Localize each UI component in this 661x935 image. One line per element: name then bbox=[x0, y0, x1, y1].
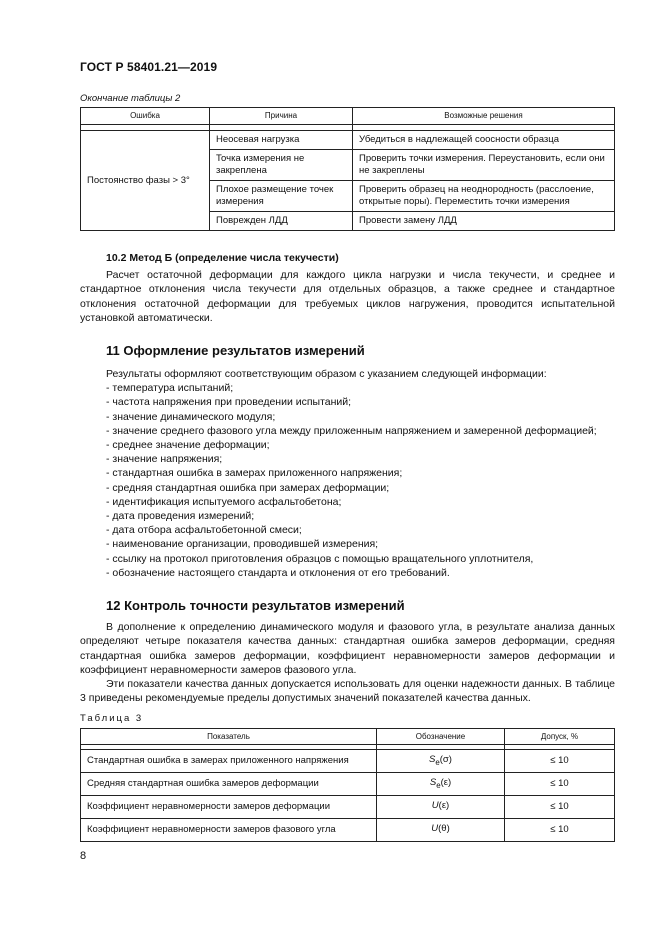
symbol-argument: (ε) bbox=[438, 799, 450, 811]
symbol-subscript: e bbox=[436, 780, 441, 790]
table2-solution-cell: Убедиться в надлежащей соосности образца bbox=[353, 131, 615, 150]
table3-header-symbol: Обозначение bbox=[377, 729, 505, 745]
table2-header-row bbox=[81, 108, 615, 125]
paragraph: В дополнение к определению динамического модуля и фазового угла, в результате анализа данных определяют четыре показателя качества данных: стандартная ошибка замеров деформации, средняя стандартная ошибка замеров деформации, коэффициент неравномерности замеров деформации и коэффициент неравномерности замеров фазового угла. bbox=[80, 621, 615, 676]
table3-caption: Таблица 3 bbox=[80, 713, 144, 724]
table2-solution-cell: Проверить образец на неоднородность (расслоение, открытые поры). Переместить точки измерения bbox=[353, 181, 615, 212]
table3-tolerance-cell: ≤ 10 bbox=[505, 750, 615, 773]
table3-indicator-cell: Коэффициент неравномерности замеров фазового угла bbox=[81, 818, 377, 841]
table-row bbox=[81, 131, 615, 150]
table-row bbox=[81, 750, 615, 773]
list-item: - температура испытаний; bbox=[106, 382, 234, 395]
table2-cause-cell: Точка измерения не закреплена bbox=[210, 150, 353, 181]
section-11-heading: 11 Оформление результатов измерений bbox=[106, 343, 365, 358]
paragraph: Расчет остаточной деформации для каждого цикла нагрузки и числа текучести, и среднее и стандартное отклонения числа текучести для отдельных образцов, а также среднее и стандартное отклонения остаточной деформации для требуемых циклов нагружения, проводится испытательной установкой автоматически. bbox=[80, 269, 615, 324]
list-item: - наименование организации, проводившей измерения; bbox=[106, 538, 379, 551]
table-3 bbox=[80, 728, 615, 842]
list-item: - дата отбора асфальтобетонной смеси; bbox=[106, 524, 302, 537]
table3-header-row bbox=[81, 729, 615, 745]
symbol: S bbox=[429, 776, 437, 788]
table3-indicator-cell: Стандартная ошибка в замерах приложенного напряжения bbox=[81, 750, 377, 773]
table2-cause-cell: Поврежден ЛДД bbox=[210, 212, 353, 231]
table2-cause-cell: Неосевая нагрузка bbox=[210, 131, 353, 150]
table3-tolerance-cell: ≤ 10 bbox=[505, 772, 615, 795]
table2-error-cell: Постоянство фазы > 3° bbox=[81, 131, 210, 231]
list-item: - ссылку на протокол приготовления образцов с помощью вращательного уплотнителя, bbox=[106, 552, 534, 565]
symbol: U bbox=[431, 822, 439, 834]
table3-symbol-cell bbox=[377, 795, 505, 818]
list-item: - идентификация испытуемого асфальтобетона; bbox=[106, 495, 342, 508]
symbol-argument: (ε) bbox=[440, 776, 452, 788]
document-header: ГОСТ Р 58401.21—2019 bbox=[80, 60, 218, 74]
table3-tolerance-cell: ≤ 10 bbox=[505, 818, 615, 841]
table2-caption: Окончание таблицы 2 bbox=[80, 93, 181, 104]
table3-header-indicator: Показатель bbox=[81, 729, 377, 745]
list-item: - средняя стандартная ошибка при замерах деформации; bbox=[106, 481, 390, 494]
table2-solution-cell: Проверить точки измерения. Переустановить, если они не закреплены bbox=[353, 150, 615, 181]
table3-tolerance-cell: ≤ 10 bbox=[505, 795, 615, 818]
table-row bbox=[81, 772, 615, 795]
list-item: - стандартная ошибка в замерах приложенного напряжения; bbox=[106, 467, 403, 480]
section-12-text bbox=[80, 620, 615, 706]
table2-solution-cell: Провести замену ЛДД bbox=[353, 212, 615, 231]
symbol: S bbox=[429, 754, 436, 765]
table-row bbox=[81, 795, 615, 818]
list-item: - обозначение настоящего стандарта и отклонения от его требований. bbox=[106, 566, 450, 579]
table3-symbol-cell bbox=[377, 818, 505, 841]
symbol-argument: (θ) bbox=[438, 822, 450, 834]
table-2 bbox=[80, 107, 615, 231]
symbol-argument: (σ) bbox=[439, 754, 452, 765]
list-intro: Результаты оформляют соответствующим образом с указанием следующей информации: bbox=[106, 368, 547, 380]
table2-cause-cell: Плохое размещение точек измерения bbox=[210, 181, 353, 212]
table2-header-solution: Возможные решения bbox=[353, 108, 615, 125]
table3-indicator-cell: Средняя стандартная ошибка замеров деформации bbox=[81, 772, 377, 795]
section-12-heading: 12 Контроль точности результатов измерений bbox=[106, 598, 405, 613]
section-10-2-heading: 10.2 Метод Б (определение числа текучести) bbox=[106, 252, 339, 264]
list-item: - значение напряжения; bbox=[106, 453, 223, 466]
list-item: - значение динамического модуля; bbox=[106, 410, 276, 423]
table-row bbox=[81, 818, 615, 841]
table3-indicator-cell: Коэффициент неравномерности замеров деформации bbox=[81, 795, 377, 818]
list-item: - дата проведения измерений; bbox=[106, 510, 255, 523]
table3-symbol-cell bbox=[377, 750, 505, 773]
section-11-list bbox=[80, 367, 615, 580]
section-10-2-text bbox=[80, 268, 615, 325]
table3-header-tolerance: Допуск, % bbox=[505, 729, 615, 745]
list-item: - среднее значение деформации; bbox=[106, 439, 270, 452]
symbol-subscript: e bbox=[435, 757, 440, 767]
list-item: - частота напряжения при проведении испытаний; bbox=[106, 396, 352, 409]
table3-symbol-cell bbox=[377, 772, 505, 795]
table2-header-cause: Причина bbox=[210, 108, 353, 125]
symbol: U bbox=[431, 799, 439, 811]
list-item: - значение среднего фазового угла между приложенным напряжением и замеренной деформацией; bbox=[106, 424, 597, 437]
paragraph: Эти показатели качества данных допускается использовать для оценки надежности данных. В таблице 3 приведены рекомендуемые пределы допустимых значений показателей качества данных. bbox=[80, 678, 615, 705]
table2-header-error: Ошибка bbox=[81, 108, 210, 125]
page-number: 8 bbox=[80, 850, 87, 862]
